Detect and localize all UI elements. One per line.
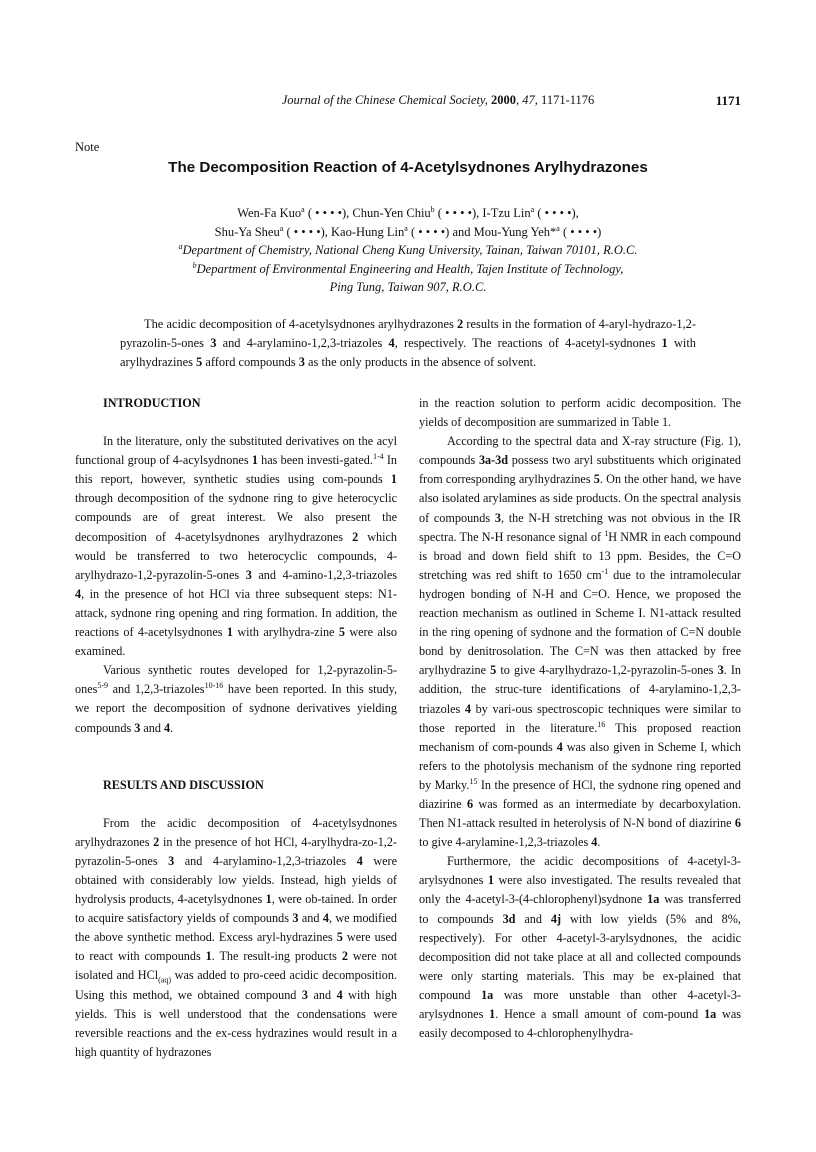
affiliation-a: $^a$Department of Chemistry, National Cheng Kung University, Tainan, Taiwan 70101, R.O.C.: [178, 241, 638, 257]
results-paragraph-1: From the acidic decomposition of 4-acetylsydnones arylhydrazones 2 in the presence of hot HCl, 4-arylhydra-zo-1,2-pyrazolin-5-ones 3 and 4-arylamino-1,2,3-triazoles 4 were obtained with considerably low yields. Instead, high yields of hydrolysis products, 4-acetylsydnones 1, were ob-tained. In order to acquire satisfactory yields of compounds 3 and 4, we modified the above synthetic method. Excess aryl-hydrazines 5 were used to react with compounds 1. The result-ing products 2 were not isolated and HCl$_{(aq)}$ was added to pro-ceed acidic decomposition. Using this method, we obtained compound 3 and 4 with high yields. This is well understood that the condensations were reversible reactions and the ex-cess hydrazines would result in a high quantity of hydrazones: [75, 815, 397, 1059]
journal-citation: Journal of the Chinese Chemical Society, 2000, 47, 1171-1176: [281, 93, 595, 107]
note-label: Note: [75, 140, 100, 154]
running-head: [75, 93, 741, 111]
author-block: [75, 204, 741, 297]
intro-paragraph-2: Various synthetic routes developed for 1,2-pyrazolin-5-ones$^{5-9}$ and 1,2,3-triazoles$^{10-16}$ have been reported. In this study, we report the decomposition of sydnone derivatives yielding compounds 3 and 4.: [75, 663, 398, 735]
author-line-2: Shu-Ya Sheu$^a$ ( • • • •), Kao-Hung Lin$^a$ ( • • • •) and Mou-Yung Yeh*$^a$ ( • • • •): [214, 223, 602, 239]
section-heading-introduction: INTRODUCTION: [103, 396, 201, 410]
affiliation-b-cont: Ping Tung, Taiwan 907, R.O.C.: [329, 280, 487, 294]
article-title: The Decomposition Reaction of 4-Acetylsydnones Arylhydrazones: [168, 159, 648, 176]
results-paragraph-3: Furthermore, the acidic decompositions of 4-acetyl-3-arylsydnones 1 were also investigated. The results revealed that only the 4-acetyl-3-(4-chlorophenyl)sydnone 1a was transferred to compounds 3d and 4j with low yields (5% and 8%, respectively). For other 4-acetyl-3-arylsydnones, the acidic decomposition did not take place at all and collected compounds were only starting materials. This may be ex-plained that compound 1a was more unstable than other 4-acetyl-3-arylsydnones 1. Hence a small amount of com-pound 1a was easily decomposed to 4-chlorophenylhydra-: [419, 854, 742, 1041]
section-heading-results: RESULTS AND DISCUSSION: [103, 777, 264, 792]
results-paragraph-1-cont: in the reaction solution to perform acidic decomposition. The yields of decomposition are summarized in Table 1.: [419, 396, 741, 430]
results-paragraph-2: According to the spectral data and X-ray structure (Fig. 1), compounds 3a-3d possess two aryl substituents which originated from corresponding arylhydrazines 5. On the other hand, we have also isolated arylamines as side products. On the spectral analysis of compounds 3, the N-H stretching was not obvious in the IR spectra. The N-H resonance signal of $^1$H NMR in each compound is broad and down field shift to 13 ppm. Besides, the C=O stretching was red shift to 1650 $cm^{-1}$ due to the intramolecular hydrogen bonding of N-H and C=O. Hence, we proposed the reaction mechanism as outlined in Scheme I. N1-attack resulted in the ring opening of sydnone and the formation of C=N double bond by denitrosolation. The C=N was then attacked by free arylhydrazine 5 to give 4-arylhydrazo-1,2-pyrazolin-5-ones 3. In addition, the struc-ture identifications of 4-arylamino-1,2,3-triazoles 4 by vari-ous spectroscopic techniques were similar to those reported in the literature.$^{16}$ This proposed reaction mechanism of com-pounds 4 was also given in Scheme I, which refers to the photolysis mechanism of the sydnone ring reported by Marky.$^{15}$ In the presence of HCl, the sydnone ring opened and diazirine 6 was formed as an intermediate by decarboxylation. Then N1-attack resulted in heterolysis of N-N bond of diazirine 6 to give 4-arylamine-1,2,3-triazoles 4.: [419, 434, 742, 850]
intro-paragraph-1: In the literature, only the substituted derivatives on the acyl functional group of 4-acylsydnones 1 has been investi-gated.$^{1-4}$ In this report, however, synthetic studies using com-pounds 1 through decomposition of the sydnone ring to give heterocyclic compounds are of great interest. We also present the decomposition of 4-acetylsydnones arylhydrazones 2 which would be transferred to two heterocyclic compounds, 4-arylhydrazo-1,2-pyrazolin-5-ones 3 and 4-amino-1,2,3-triazoles 4, in the presence of hot HCl via three subsequent steps: N1-attack, sydnone ring opening and ring formation. In addition, the reactions of 4-acetylsydnones 1 with arylhydra-zine 5 were also examined.: [75, 434, 398, 659]
abstract: The acidic decomposition of 4-acetylsydnones arylhydrazones 2 results in the formation of 4-aryl-hydrazo-1,2-pyrazolin-5-ones 3 and 4-arylamino-1,2,3-triazoles 4, respectively. The reactions of 4-acetyl-sydnones 1 with arylhydrazines 5 afford compounds 3 as the only products in the absence of solvent.: [120, 317, 696, 369]
left-column: [75, 394, 397, 1062]
affiliation-b: $^b$Department of Environmental Engineering and Health, Tajen Institute of Technology,: [192, 260, 624, 276]
author-line-1: Wen-Fa Kuo$^a$ ( • • • •), Chun-Yen Chiu$^b$ ( • • • •), I-Tzu Lin$^a$ ( • • • •),: [237, 204, 579, 220]
page-number: 1171: [715, 93, 741, 108]
right-column: [419, 394, 741, 1043]
